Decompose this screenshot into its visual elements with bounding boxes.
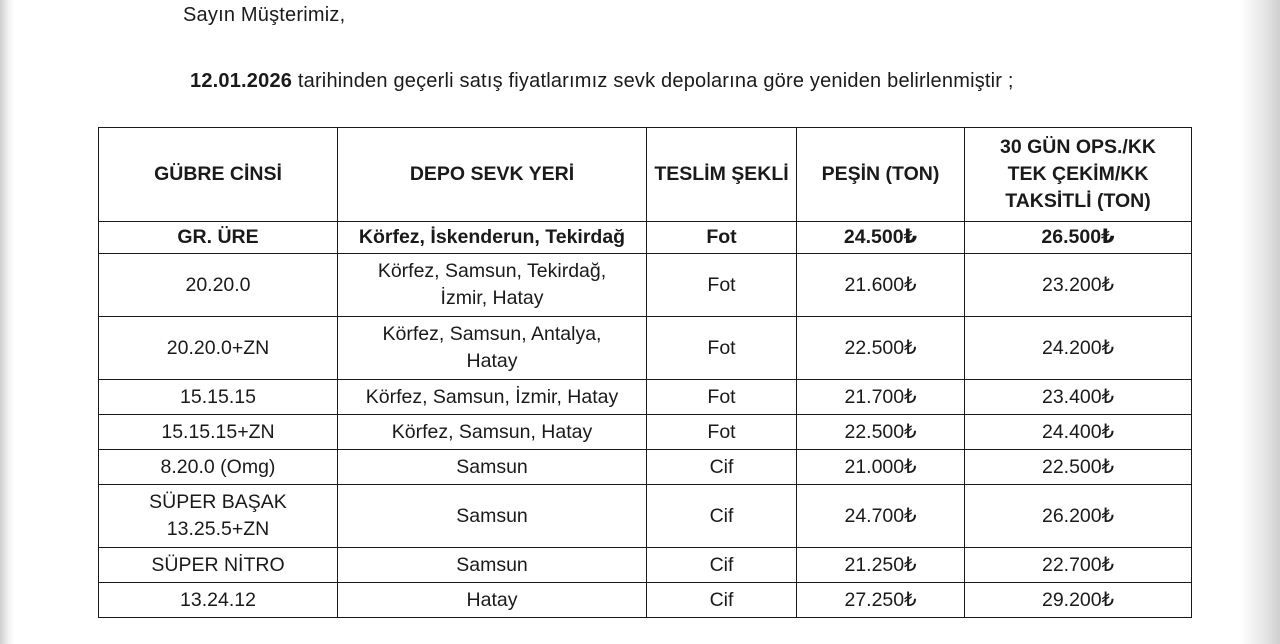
cell-gubre-cinsi: 13.24.12	[99, 583, 338, 618]
cell-teslim-sekli: Fot	[647, 222, 797, 254]
table-row	[99, 548, 1192, 583]
cell-gubre-cinsi: 20.20.0	[99, 254, 338, 317]
cell-depo-sevk-yeri: Hatay	[338, 583, 647, 618]
cell-gubre-cinsi: 15.15.15+ZN	[99, 415, 338, 450]
cell-gubre-cinsi: GR. ÜRE	[99, 222, 338, 254]
page-edge-shadow-left	[0, 0, 14, 644]
cell-kk-price: 22.500₺	[965, 450, 1192, 485]
table-row	[99, 380, 1192, 415]
table-row	[99, 450, 1192, 485]
cell-teslim-sekli: Fot	[647, 254, 797, 317]
header-kk-price	[965, 128, 1192, 222]
cell-pesin-price: 21.700₺	[797, 380, 965, 415]
price-table	[98, 127, 1192, 618]
intro-text: tarihinden geçerli satış fiyatlarımız sevk depolarına göre yeniden belirlenmiştir ;	[292, 70, 1014, 92]
cell-depo-sevk-yeri	[338, 254, 647, 317]
header-gubre-cinsi: GÜBRE CİNSİ	[99, 128, 338, 222]
cell-pesin-price: 21.000₺	[797, 450, 965, 485]
cell-depo-sevk-yeri: Körfez, Samsun, Hatay	[338, 415, 647, 450]
table-row	[99, 583, 1192, 618]
cell-pesin-price: 27.250₺	[797, 583, 965, 618]
table-row	[99, 415, 1192, 450]
header-kk-line3: TAKSİTLİ (TON)	[1005, 190, 1151, 212]
cell-kk-price: 26.200₺	[965, 485, 1192, 548]
header-pesin-ton: PEŞİN (TON)	[797, 128, 965, 222]
cell-gubre-cinsi: SÜPER NİTRO	[99, 548, 338, 583]
table-row	[99, 485, 1192, 548]
cell-kk-price: 24.400₺	[965, 415, 1192, 450]
table-row	[99, 254, 1192, 317]
greeting-text: Sayın Müşterimiz,	[183, 4, 346, 26]
cell-teslim-sekli: Cif	[647, 548, 797, 583]
cell-pesin-price: 21.250₺	[797, 548, 965, 583]
cell-pesin-price: 22.500₺	[797, 415, 965, 450]
cell-teslim-sekli: Cif	[647, 485, 797, 548]
depo-line2: Hatay	[466, 350, 518, 372]
cell-teslim-sekli: Fot	[647, 317, 797, 380]
cell-kk-price: 23.200₺	[965, 254, 1192, 317]
header-kk-line1: 30 GÜN OPS./KK	[999, 136, 1157, 158]
cell-pesin-price: 24.700₺	[797, 485, 965, 548]
gubre-line1: SÜPER BAŞAK	[149, 491, 287, 513]
cell-depo-sevk-yeri: Samsun	[338, 450, 647, 485]
page-edge-shadow-right	[1240, 0, 1280, 644]
table-header-row	[99, 128, 1192, 222]
cell-teslim-sekli: Fot	[647, 380, 797, 415]
depo-line1: Körfez, Samsun, Antalya,	[382, 323, 602, 345]
header-teslim-sekli: TESLİM ŞEKLİ	[647, 128, 797, 222]
cell-kk-price: 24.200₺	[965, 317, 1192, 380]
depo-line1: Körfez, Samsun, Tekirdağ,	[377, 260, 607, 282]
cell-gubre-cinsi: 20.20.0+ZN	[99, 317, 338, 380]
cell-pesin-price: 24.500₺	[797, 222, 965, 254]
intro-paragraph	[190, 70, 1014, 93]
cell-depo-sevk-yeri: Samsun	[338, 485, 647, 548]
header-kk-line2: TEK ÇEKİM/KK	[1007, 163, 1149, 185]
table-row	[99, 222, 1192, 254]
cell-kk-price: 22.700₺	[965, 548, 1192, 583]
effective-date: 12.01.2026	[190, 70, 293, 92]
depo-line2: İzmir, Hatay	[440, 287, 544, 309]
cell-depo-sevk-yeri: Samsun	[338, 548, 647, 583]
cell-depo-sevk-yeri	[338, 317, 647, 380]
cell-depo-sevk-yeri: Körfez, İskenderun, Tekirdağ	[338, 222, 647, 254]
gubre-line2: 13.25.5+ZN	[166, 518, 270, 540]
cell-teslim-sekli: Cif	[647, 450, 797, 485]
cell-kk-price: 29.200₺	[965, 583, 1192, 618]
cell-gubre-cinsi: 8.20.0 (Omg)	[99, 450, 338, 485]
cell-pesin-price: 21.600₺	[797, 254, 965, 317]
cell-kk-price: 26.500₺	[965, 222, 1192, 254]
cell-gubre-cinsi	[99, 485, 338, 548]
cell-kk-price: 23.400₺	[965, 380, 1192, 415]
cell-teslim-sekli: Fot	[647, 415, 797, 450]
header-depo-sevk-yeri: DEPO SEVK YERİ	[338, 128, 647, 222]
cell-pesin-price: 22.500₺	[797, 317, 965, 380]
cell-gubre-cinsi: 15.15.15	[99, 380, 338, 415]
cell-depo-sevk-yeri: Körfez, Samsun, İzmir, Hatay	[338, 380, 647, 415]
cell-teslim-sekli: Cif	[647, 583, 797, 618]
table-row	[99, 317, 1192, 380]
